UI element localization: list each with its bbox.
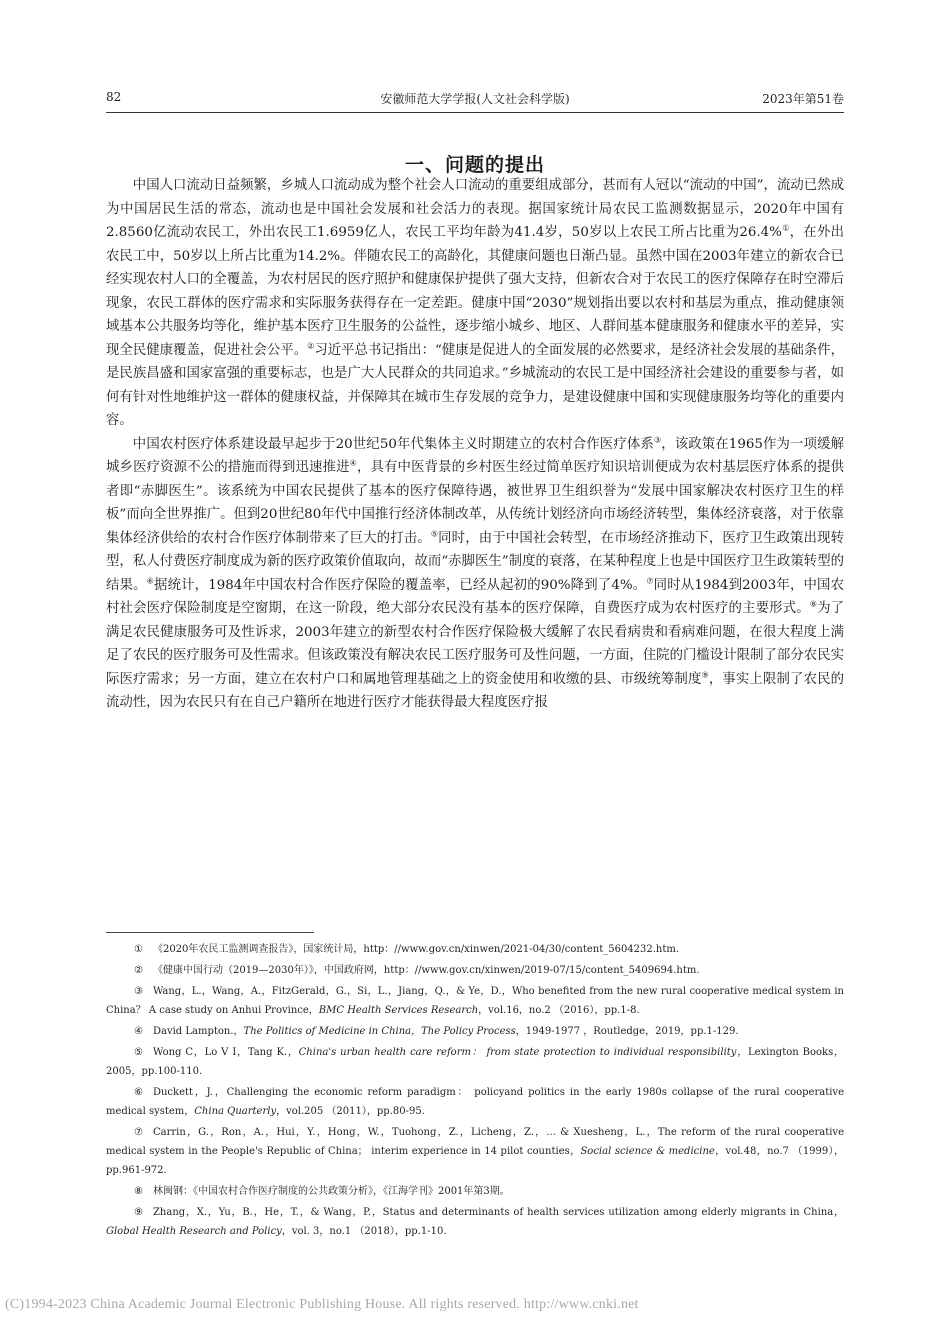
text-run: 中国人口流动日益频繁，乡城人口流动成为整个社会人口流动的重要组成部分，甚而有人冠以“流动的中国”，流动已然成为中国居民生活的常态，流动也是中国社会发展和社会活力的表现。据国家统计局农民工监测数据显示，2020年中国有2.8560亿流动农民工，外出农民工1.6959亿人，农民工平均年龄为41.4岁，50岁以上农民工所占比重为26.4%: [106, 178, 844, 240]
footnote-ref: ②: [307, 341, 315, 351]
footnote: [106, 1043, 844, 1081]
footnote: [106, 1083, 844, 1121]
footnote-ref: ⑦: [646, 576, 654, 586]
text-run: ，1949-1977 ，Routledge，2019，pp.1-129.: [515, 1026, 739, 1037]
footnote-ref: ⑥: [146, 576, 155, 586]
header-rule: [106, 112, 844, 113]
footnote: [106, 1022, 844, 1041]
text-run: Zhang，X.，Yu，B.，He，T.，& Wang，P.，Status and determinants of health services utilization among elderly migrants in China，: [152, 1207, 844, 1218]
italic-title: Social science & medicine: [580, 1146, 715, 1157]
body-paragraph: [106, 433, 844, 715]
text-run: ，vol.48，no.7 （1999），pp.961-972.: [106, 1146, 845, 1176]
running-header: [106, 90, 844, 110]
footnote: [106, 1182, 844, 1201]
footnote-marker: ⑤: [134, 1047, 143, 1058]
text-run: 为了满足农民健康服务可及性诉求，2003年建立的新型农村合作医疗保险极大缓解了农民看病贵和看病难问题，在很大程度上满足了农民的医疗服务可及性需求。但该政策没有解决农民工医疗服务可及性问题，一方面，住院的门槛设计限制了部分农民实际医疗需求；另一方面，建立在农村户口和属地管理基础之上的资金使用和收缴的县、市级统筹制度: [106, 601, 845, 687]
footnote-ref: ⑧: [809, 599, 818, 609]
journal-title: 安徽师范大学学报(人文社会科学版): [380, 92, 570, 106]
text-run: 中国农村医疗体系建设最早起步于20世纪50年代集体主义时期建立的农村合作医疗体系: [132, 436, 654, 452]
italic-title: China Quarterly: [194, 1106, 277, 1117]
footnote-marker: ⑧: [134, 1186, 143, 1197]
footnotes: [106, 940, 844, 1243]
footnote-ref: ①: [781, 223, 790, 233]
body-text: [106, 174, 844, 715]
footnote-marker: ⑨: [134, 1207, 143, 1218]
footnote-ref: ④: [349, 458, 357, 468]
footnote: [106, 982, 844, 1020]
text-run: 《2020年农民工监测调查报告》，国家统计局，http：//www.gov.cn/xinwen/2021-04/30/content_5604232.htm.: [152, 944, 680, 955]
text-run: 同时，由于中国社会转型，在市场经济推动下，医疗卫生政策出现转型，私人付费医疗制度成为新的医疗政策价值取向，故而“赤脚医生”制度的衰落，在某种程度上也是中国医疗卫生政策转型的结果。: [106, 530, 845, 593]
footnote-marker: ①: [134, 944, 143, 955]
body-paragraph: [106, 174, 844, 433]
page-number: 82: [106, 90, 122, 104]
copyright-notice: (C)1994-2023 China Academic Journal Electronic Publishing House. All rights reserved. http://www.cnki.net: [5, 1297, 639, 1312]
footnote-ref: ⑤: [430, 529, 439, 539]
footnote: [106, 961, 844, 980]
footnote-ref: ③: [653, 435, 662, 445]
year-volume: 2023年第51卷: [762, 92, 844, 106]
text-run: Wong C，Lo V I，Tang K.，: [152, 1047, 299, 1058]
italic-title: The Politics of Medicine in China，The Policy Process: [243, 1026, 516, 1037]
section-title: 一、问题的提出: [404, 154, 545, 176]
footnote: [106, 1123, 844, 1180]
text-run: ，事实上限制了农民的流动性，因为农民只有在自己户籍所在地进行医疗才能获得最大程度医疗报: [106, 671, 845, 710]
footnote-ref: ⑨: [701, 670, 709, 680]
footnote-rule: [106, 932, 314, 933]
text-run: 《健康中国行动（2019—2030年）》，中国政府网，http：//www.gov.cn/xinwen/2019-07/15/content_5409694.htm.: [152, 965, 700, 976]
text-run: ，在外出农民工中，50岁以上所占比重为14.2%。伴随农民工的高龄化，其健康问题也日渐凸显。虽然中国在2003年建立的新农合已经实现农村人口的全覆盖，为农村居民的医疗照护和健康保护提供了强大支持，但新农合对于农民工的医疗保障存在时空滞后现象，农民工群体的医疗需求和实际服务获得存在一定差距。健康中国“2030”规划指出要以农村和基层为重点，推动健康领域基本公共服务均等化，维护基本医疗卫生服务的公益性，逐步缩小城乡、地区、人群间基本健康服务和健康水平的差异，实现全民健康覆盖，促进社会公平。: [106, 225, 845, 358]
footnote-marker: ⑥: [134, 1087, 143, 1098]
italic-title: Global Health Research and Policy: [106, 1226, 282, 1237]
text-run: 习近平总书记指出：“健康是促进人的全面发展的必然要求，是经济社会发展的基础条件，是民族昌盛和国家富强的重要标志，也是广大人民群众的共同追求。”乡城流动的农民工是中国经济社会建设的重要参与者，如何有针对性地维护这一群体的健康权益，并保障其在城市生存发展的竞争力，是建设健康中国和实现健康服务均等化的重要内容。: [106, 342, 845, 428]
footnote-marker: ⑦: [134, 1127, 143, 1138]
text-run: ，Lexington Books，2005，pp.100-110.: [106, 1047, 844, 1077]
text-run: Duckett，J.，Challenging the economic reform paradigm： policyand politics in the early 1980s collapse of the rural cooperative medical system，: [106, 1087, 844, 1117]
footnote: [106, 1203, 844, 1241]
italic-title: China's urban health care reform： from state protection to individual responsibility: [298, 1047, 737, 1058]
text-run: ，该政策在1965作为一项缓解城乡医疗资源不公的措施而得到迅速推进: [106, 436, 845, 475]
footnote-marker: ③: [134, 986, 143, 997]
italic-title: BMC Health Services Research: [318, 1005, 479, 1016]
text-run: 据统计，1984年中国农村合作医疗保险的覆盖率，已经从起初的90%降到了4%。: [154, 577, 647, 593]
text-run: 林闽钢：《中国农村合作医疗制度的公共政策分析》，《江海学刊》2001年第3期。: [152, 1186, 510, 1197]
text-run: Wang，L.，Wang，A.，FitzGerald，G.，Si，L.，Jiang，Q.，& Ye，D.，Who benefited from the new rural cooperative medical system in China？ A case study on Anhui Province，: [106, 986, 844, 1016]
text-run: ，vol.205 （2011），pp.80-95.: [276, 1106, 425, 1117]
text-run: David Lampton.，: [152, 1026, 244, 1037]
text-run: ，vol. 3，no.1 （2018），pp.1-10.: [281, 1226, 447, 1237]
text-run: 同时从1984到2003年，中国农村社会医疗保险制度是空窗期，在这一阶段，绝大部分农民没有基本的医疗保障，自费医疗成为农村医疗的主要形式。: [106, 577, 845, 616]
footnote-marker: ④: [134, 1026, 143, 1037]
footnote: [106, 940, 844, 959]
footnote-marker: ②: [134, 965, 143, 976]
text-run: ，具有中医背景的乡村医生经过简单医疗知识培训便成为农村基层医疗体系的提供者即“赤脚医生”。该系统为中国农民提供了基本的医疗保障待遇，被世界卫生组织誉为“发展中国家解决农村医疗卫生的样板”而向全世界推广。但到20世纪80年代中国推行经济体制改革，从传统计划经济向市场经济转型，集体经济衰落，对于依靠集体经济供给的农村合作医疗体制带来了巨大的打击。: [106, 460, 845, 546]
text-run: ，vol.16，no.2 （2016），pp.1-8.: [478, 1005, 640, 1016]
text-run: Carrin，G.，Ron，A.，Hui，Y.，Hong，W.，Tuohong，Z.，Licheng，Z.，... & Xuesheng，L.，The reform of the rural cooperative medical system in the People's Republic of China； interim experience in 14 pilot counties，: [106, 1127, 844, 1157]
